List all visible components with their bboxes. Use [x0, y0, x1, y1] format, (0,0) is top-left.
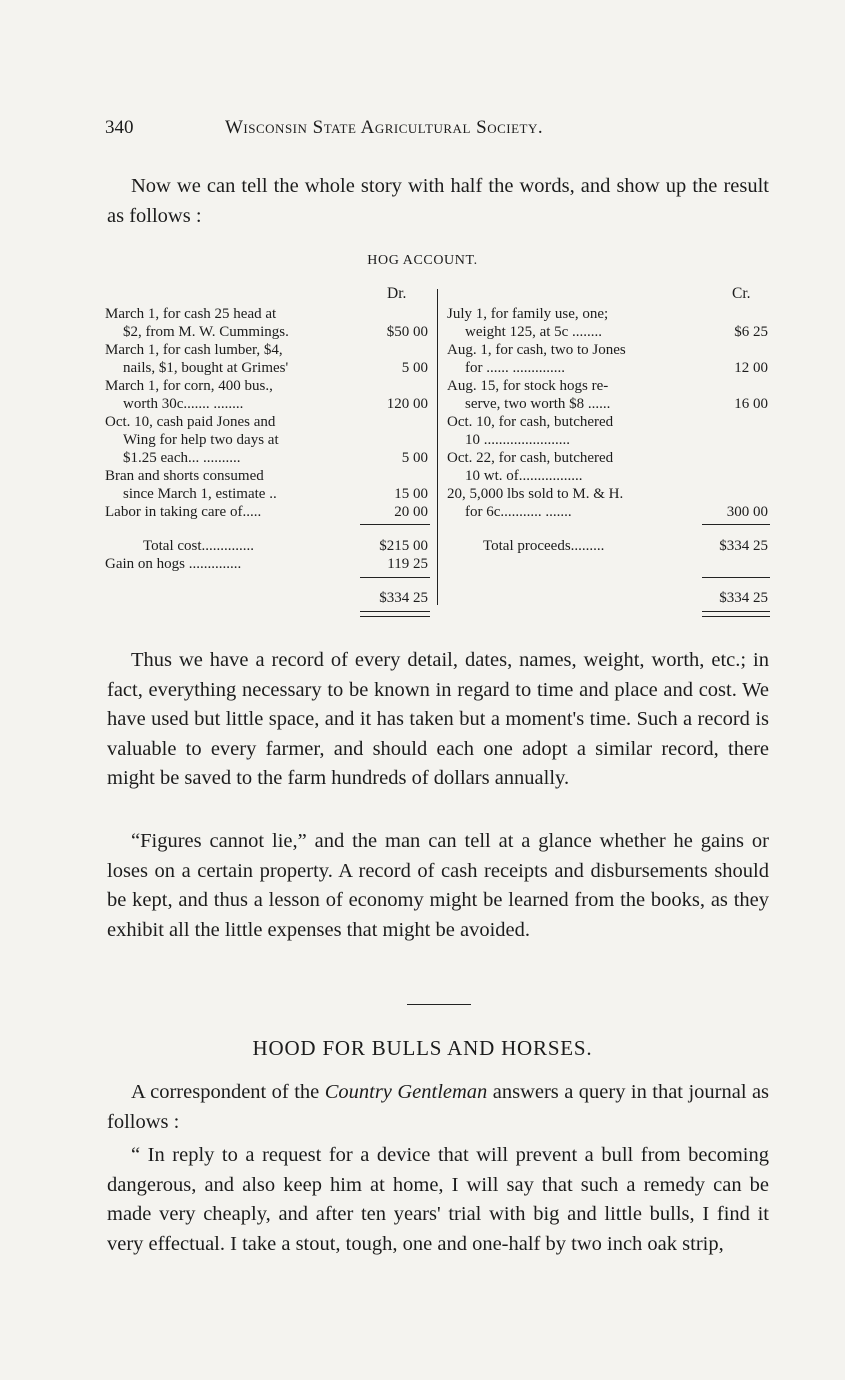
total-proceeds-amount: $334 25	[719, 538, 768, 554]
credit-line: for 6c........... .......	[465, 504, 572, 520]
credit-line: weight 125, at 5c ........	[465, 324, 603, 340]
credit-amount: 12 00	[734, 360, 768, 376]
credit-amount: 300 00	[726, 504, 768, 520]
debit-header: Dr.	[387, 285, 407, 302]
section-intro-before: A correspondent of the	[131, 1081, 320, 1103]
publication-name: Country Gentleman	[324, 1081, 488, 1103]
section-intro-paragraph	[107, 1078, 769, 1137]
credit-total-rule	[702, 577, 770, 578]
body-paragraph	[107, 646, 769, 794]
debit-amount: 5 00	[401, 360, 428, 376]
debit-line: $2, from M. W. Cummings.	[123, 324, 289, 340]
gain-label: Gain on hogs ..............	[105, 556, 242, 572]
debit-subtotal-rule	[360, 524, 430, 525]
debit-amount: 20 00	[394, 504, 428, 520]
debit-line: Oct. 10, cash paid Jones and	[105, 414, 276, 430]
paragraph-text: “Figures cannot lie,” and the man can tell at a glance whether he gains or loses on a certain property. A record of cash receipts and disbursements should be kept, and thus a lesson of economy might be learned from the books, as they exhibit all the little expenses that might be avoided.	[107, 830, 769, 941]
hog-account-ledger	[105, 285, 770, 625]
hog-account-title: HOG ACCOUNT.	[367, 253, 478, 268]
debit-line: March 1, for cash lumber, $4,	[105, 342, 283, 358]
intro-paragraph	[107, 172, 769, 231]
debit-double-rule	[360, 611, 430, 617]
debit-line: Wing for help two days at	[123, 432, 279, 448]
credit-line: 10 wt. of.................	[465, 468, 583, 484]
credit-grand-total: $334 25	[719, 590, 768, 606]
debit-amount: $50 00	[386, 324, 428, 340]
credit-line: Oct. 10, for cash, butchered	[447, 414, 614, 430]
credit-line: serve, two worth $8 ......	[465, 396, 611, 412]
total-proceeds-label: Total proceeds.........	[483, 538, 605, 554]
page-number: 340	[105, 117, 134, 138]
credit-line: Oct. 22, for cash, butchered	[447, 450, 614, 466]
total-cost-label: Total cost..............	[143, 538, 255, 554]
debit-line: March 1, for corn, 400 bus.,	[105, 378, 273, 394]
debit-line: March 1, for cash 25 head at	[105, 306, 277, 322]
quote-text: “ In reply to a request for a device that will prevent a bull from becoming dangerous, and also keep him at home, I will say that such a remedy can be made very cheaply, and after ten years' trial with big and little bulls, I find it very effectual. I take a stout, tough, one and one-half by two inch oak strip,	[107, 1144, 769, 1255]
intro-text: Now we can tell the whole story with half the words, and show up the result as follows :	[107, 175, 769, 227]
quote-paragraph	[107, 1141, 769, 1259]
debit-line: Bran and shorts consumed	[105, 468, 264, 484]
credit-double-rule	[702, 611, 770, 617]
paragraph-text: Thus we have a record of every detail, dates, names, weight, worth, etc.; in fact, everything necessary to be known in regard to time and place and cost. We have used but little space, and it has taken but a moment's time. Such a record is valuable to every farmer, and should each one adopt a similar record, there might be saved to the farm hundreds of dollars annually.	[107, 649, 769, 789]
debit-line: nails, $1, bought at Grimes'	[123, 360, 289, 376]
credit-line: Aug. 15, for stock hogs re-	[447, 378, 609, 394]
credit-line: for ...... ..............	[465, 360, 565, 376]
running-header	[105, 117, 770, 141]
debit-line: since March 1, estimate ..	[123, 486, 277, 502]
debit-line: $1.25 each... ..........	[123, 450, 241, 466]
debit-total-rule	[360, 577, 430, 578]
section-intro-after: answers a query in that journal as follows :	[107, 1081, 770, 1133]
credit-amount: 16 00	[734, 396, 768, 412]
total-cost-amount: $215 00	[379, 538, 428, 554]
body-paragraph	[107, 827, 769, 945]
debit-line: Labor in taking care of.....	[105, 504, 262, 520]
running-title: Wisconsin State Agricultural Society.	[225, 117, 544, 138]
credit-line: July 1, for family use, one;	[447, 306, 609, 322]
gain-amount: 119 25	[387, 556, 428, 572]
section-divider	[407, 1004, 471, 1005]
debit-amount: 15 00	[394, 486, 428, 502]
column-divider	[437, 289, 438, 605]
debit-grand-total: $334 25	[379, 590, 428, 606]
section-heading: HOOD FOR BULLS AND HORSES.	[252, 1036, 593, 1060]
debit-amount: 5 00	[401, 450, 428, 466]
credit-subtotal-rule	[702, 524, 770, 525]
credit-line: Aug. 1, for cash, two to Jones	[447, 342, 626, 358]
credit-line: 20, 5,000 lbs sold to M. & H.	[447, 486, 624, 502]
credit-line: 10 .......................	[465, 432, 570, 448]
debit-line: worth 30c....... ........	[123, 396, 244, 412]
credit-header: Cr.	[732, 285, 751, 302]
debit-amount: 120 00	[386, 396, 428, 412]
credit-amount: $6 25	[734, 324, 768, 340]
